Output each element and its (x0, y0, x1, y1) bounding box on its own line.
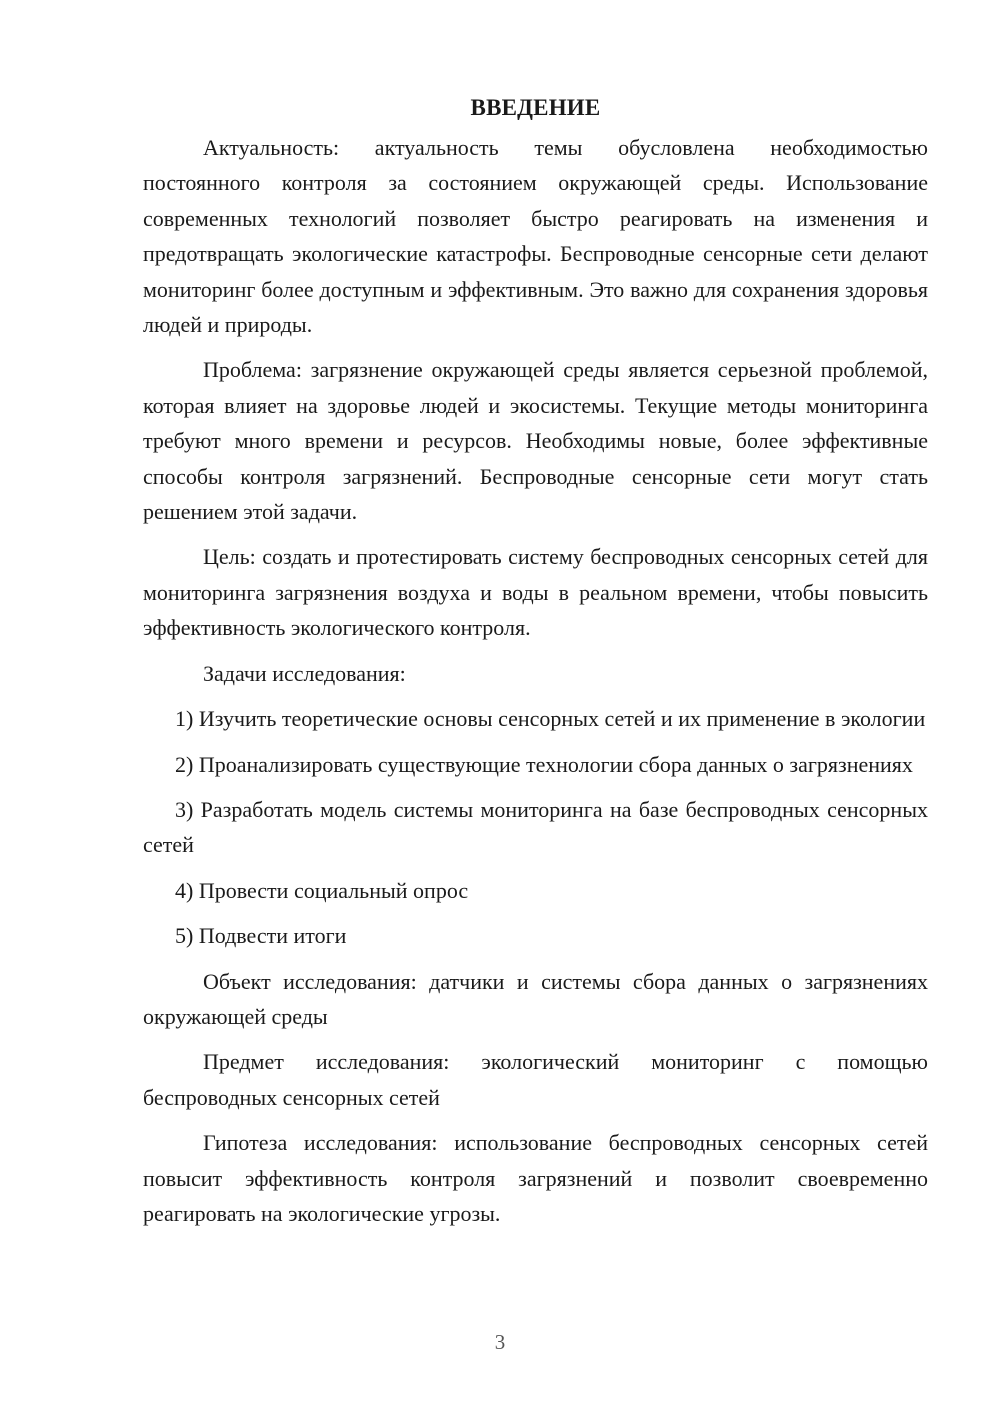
document-page (143, 90, 928, 1241)
list-item: 1) Изучить теоретические основы сенсорных сетей и их применение в экологии (175, 706, 926, 732)
subject-paragraph: Предмет исследования: экологический мониторинг с помощью беспроводных сенсорных сетей (143, 1049, 928, 1110)
list-item: 5) Подвести итоги (175, 923, 347, 949)
goal-paragraph: Цель: создать и протестировать систему беспроводных сенсорных сетей для мониторинга загрязнения воздуха и воды в реальном времени, чтобы повысить эффективность экологического контроля. (143, 544, 928, 641)
page-number: 3 (494, 1330, 506, 1354)
hypothesis-paragraph: Гипотеза исследования: использование беспроводных сенсорных сетей повысит эффективность контроля загрязнений и позволит своевременно реагировать на экологические угрозы. (143, 1130, 928, 1226)
tasks-list (143, 701, 928, 953)
page-title: ВВЕДЕНИЕ (470, 95, 601, 120)
problem-paragraph: Проблема: загрязнение окружающей среды является серьезной проблемой, которая влияет на здоровье людей и экосистемы. Текущие методы мониторинга требуют много времени и ресурсов. Необходимы новые, более эффективные способы контроля загрязнений. Беспроводные сенсорные сети могут стать решением этой задачи. (143, 357, 928, 525)
tasks-label: Задачи исследования: (203, 660, 406, 686)
list-item: 4) Провести социальный опрос (175, 877, 469, 903)
list-item: 3) Разработать модель системы мониторинга на базе беспроводных сенсорных сетей (143, 796, 928, 858)
object-paragraph: Объект исследования: датчики и системы сбора данных о загрязнениях окружающей среды (143, 968, 928, 1029)
relevance-paragraph: Актуальность: актуальность темы обусловлена необходимостью постоянного контроля за состоянием окружающей среды. Использование современных технологий позволяет быстро реагировать на изменения и предотвращать экологические катастрофы. Беспроводные сенсорные сети делают мониторинг более доступным и эффективным. Это важно для сохранения здоровья людей и природы. (143, 135, 928, 338)
list-item: 2) Проанализировать существующие технологии сбора данных о загрязнениях (175, 751, 913, 777)
